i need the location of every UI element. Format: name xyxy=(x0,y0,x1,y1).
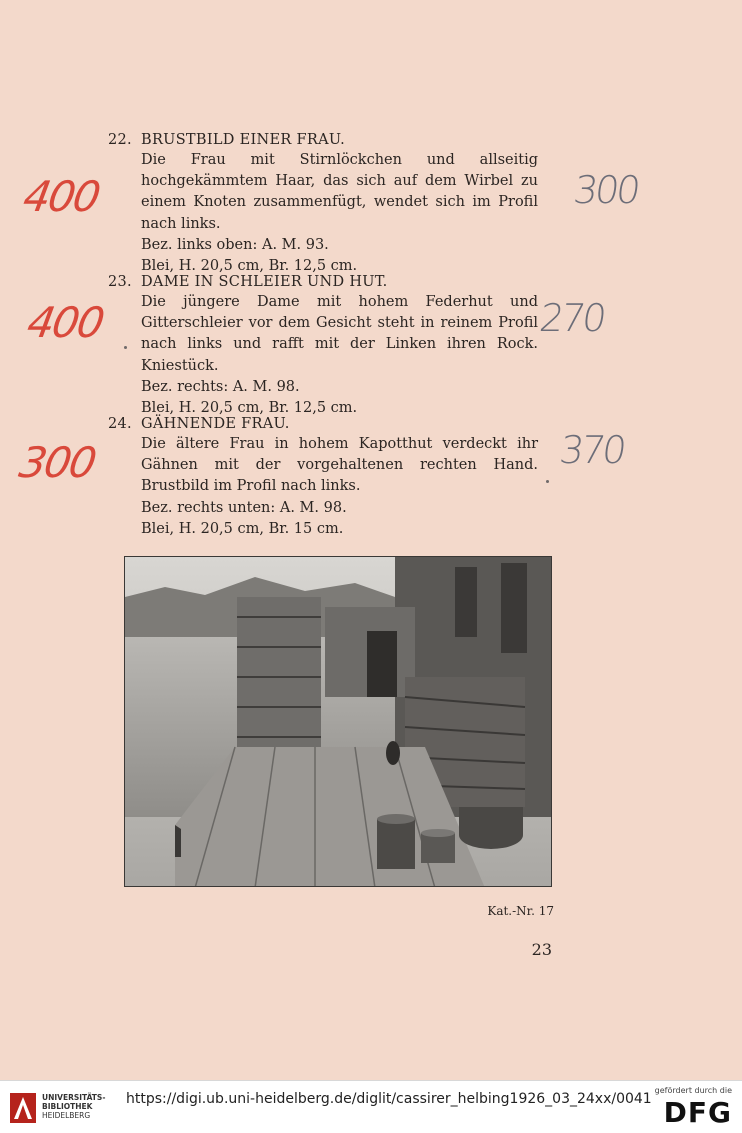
handwritten-price-red: 300 xyxy=(15,438,99,487)
handwritten-price-red: 400 xyxy=(23,298,107,347)
entry-heading xyxy=(108,130,538,150)
handwritten-price-pencil: 300 xyxy=(570,168,641,212)
entry-title: BRUSTBILD EINER FRAU. xyxy=(141,132,346,148)
entry-heading xyxy=(108,272,538,292)
permalink-url[interactable]: https://digi.ub.uni-heidelberg.de/diglit/cassirer_helbing1926_03_24xx/0041 xyxy=(126,1091,652,1107)
handwritten-price-pencil: 370 xyxy=(556,428,627,472)
margin-dot xyxy=(124,346,127,349)
catalog-entry xyxy=(108,130,538,277)
entry-signature: Bez. rechts unten: A. M. 98. xyxy=(141,499,347,516)
catalog-entry xyxy=(108,414,538,540)
entry-medium: Blei, H. 20,5 cm, Br. 15 cm. xyxy=(141,520,344,537)
plate-caption: Kat.-Nr. 17 xyxy=(487,904,554,918)
handwritten-price-pencil: 270 xyxy=(536,296,607,340)
library-name: UNIVERSITÄTS- BIBLIOTHEK HEIDELBERG xyxy=(42,1093,106,1120)
dfg-logo: DFG xyxy=(663,1096,732,1129)
page-number: 23 xyxy=(531,940,552,959)
entry-description: Die ältere Frau in hohem Kapotthut verdeckt ihr Gähnen mit der vorgehaltenen rechten Hand. Brustbild im Profil nach links. xyxy=(141,436,538,495)
handwritten-price-red: 400 xyxy=(19,172,103,221)
entry-title: GÄHNENDE FRAU. xyxy=(141,416,290,432)
entry-title: DAME IN SCHLEIER UND HUT. xyxy=(141,274,388,290)
woodpile-drawing xyxy=(125,557,552,887)
entry-description: Die jüngere Dame mit hohem Federhut und Gitterschleier vor dem Gesicht steht in reinem Profil nach links und rafft mit der Linken ihren Rock. Kniestück. xyxy=(141,294,538,374)
library-logo-icon xyxy=(8,1089,38,1127)
digitization-footer xyxy=(0,1080,742,1133)
margin-dot xyxy=(546,480,549,483)
entry-heading xyxy=(108,414,538,434)
catalog-entry xyxy=(108,272,538,419)
entry-description: Die Frau mit Stirnlöckchen und allseitig hochgekämmtem Haar, das sich auf dem Wirbel zu einem Knoten zusammenfügt, wendet sich im Profil nach links. xyxy=(141,152,538,232)
entry-number: 23. xyxy=(108,274,132,290)
plate-illustration xyxy=(124,556,552,887)
funding-note: gefördert durch die xyxy=(654,1086,732,1095)
entry-signature: Bez. rechts: A. M. 98. xyxy=(141,378,300,395)
entry-number: 24. xyxy=(108,416,132,432)
entry-medium: Blei, H. 20,5 cm, Br. 12,5 cm. xyxy=(141,258,358,275)
entry-signature: Bez. links oben: A. M. 93. xyxy=(141,236,329,253)
entry-number: 22. xyxy=(108,132,132,148)
entry-medium: Blei, H. 20,5 cm, Br. 12,5 cm. xyxy=(141,400,358,417)
